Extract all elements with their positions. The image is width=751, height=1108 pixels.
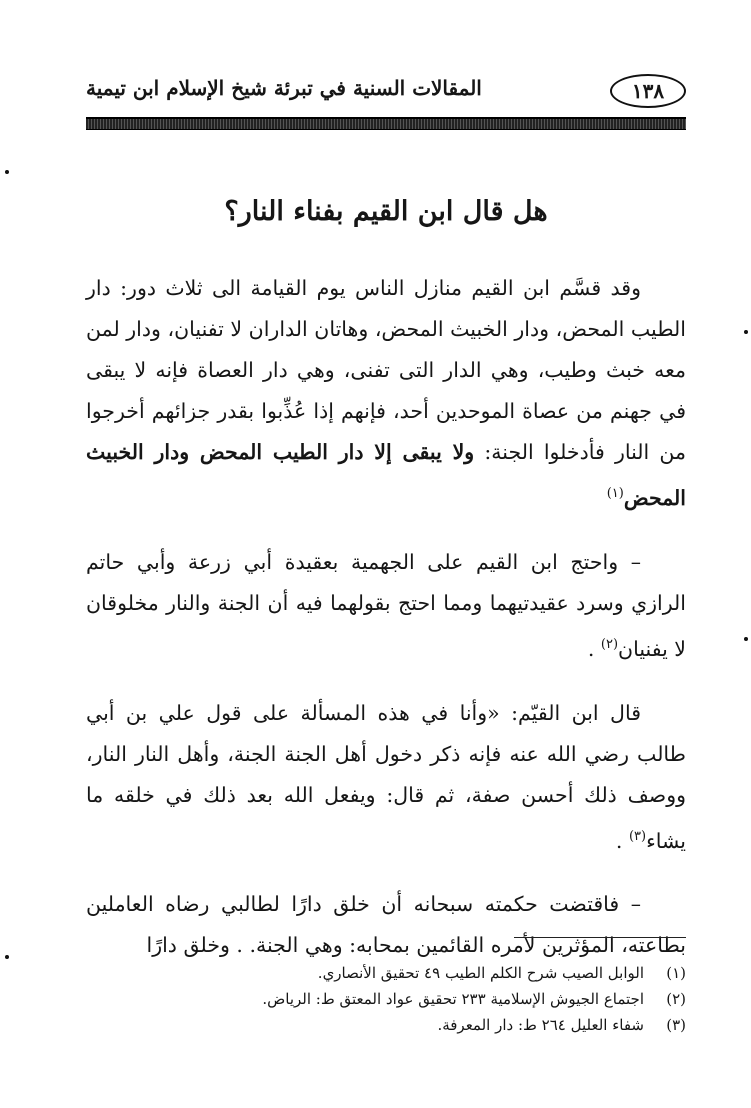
page-number: ١٣٨ (610, 74, 686, 108)
footnote-3 (86, 1012, 686, 1038)
running-title: المقالات السنية في تبرئة شيخ الإسلام ابن تيمية (86, 76, 482, 100)
footnote-ref-2: (٢) (600, 636, 619, 652)
footnote-number: (٣) (666, 1016, 686, 1034)
footnote-text: الوابل الصيب شرح الكلم الطيب ٤٩ تحقيق الأنصاري. (317, 964, 644, 982)
chapter-title: هل قال ابن القيم بفناء النار؟ (224, 196, 548, 227)
header-rule (86, 117, 686, 130)
scan-speck (5, 955, 9, 959)
footnotes (86, 960, 686, 1038)
body-text (86, 268, 686, 989)
scan-speck (744, 637, 748, 641)
footnote-ref-3: (٣) (628, 828, 647, 844)
paragraph-2 (86, 542, 686, 670)
footnote-number: (١) (666, 964, 686, 982)
footnote-2 (86, 986, 686, 1012)
footnote-ref-1: (١) (606, 486, 624, 501)
paragraph-text: – واحتج ابن القيم على الجهمية بعقيدة أبي زرعة وأبي حاتم الرازي وسرد عقيدتيهما ومما احتج بقولهما فيه أن الجنة والنار مخلوقان لا يفنيان (86, 549, 686, 661)
paragraph-1 (86, 268, 686, 519)
scan-speck (5, 170, 9, 174)
footnote-number: (٢) (666, 990, 686, 1008)
paragraph-text: قال ابن القيّم: «وأنا في هذه المسألة على قول علي بن أبي طالب رضي الله عنه فإنه ذكر دخول أهل الجنة الجنة، وأهل النار النار، ووصف ذلك أحسن صفة، ثم قال: ويفعل الله بعد ذلك في خلقه ما يشاء (86, 700, 686, 853)
paragraph-text: – فاقتضت حكمته سبحانه أن خلق دارًا لطالبي رضاه العاملين بطاعته، المؤثرين لأمره القائمين بمحابه: وهي الجنة. . وخلق دارًا (86, 892, 686, 958)
page-header (86, 70, 686, 116)
paragraph-4 (86, 884, 686, 966)
emphasized-text: ولا يبقى إلا دار الطيب المحض ودار الخبيث المحض (86, 440, 686, 510)
paragraph-tail: . (587, 636, 601, 661)
footnote-text: شفاء العليل ٢٦٤ ط: دار المعرفة. (437, 1016, 644, 1034)
footnote-text: اجتماع الجيوش الإسلامية ٢٣٣ تحقيق عواد المعتق ط: الرياض. (262, 990, 644, 1008)
footnote-divider (514, 937, 686, 938)
footnote-1 (86, 960, 686, 986)
paragraph-text: وقد قسَّم ابن القيم منازل الناس يوم القيامة الى ثلاث دور: دار الطيب المحض، ودار الخبيث المحض، وهاتان الداران لا تفنيان، ودار لمن معه خبث وطيب، وهي الدار التى تفنى، وهي دار العصاة فإنه لا يبقى في جهنم من عصاة الموحدين أحد، فإنهم إذا عُذِّبوا بقدر جزائهم أخرجوا من النار فأدخلوا الجنة: (86, 276, 686, 464)
paragraph-tail: . (615, 828, 629, 853)
paragraph-3 (86, 693, 686, 862)
scan-speck (744, 330, 748, 334)
